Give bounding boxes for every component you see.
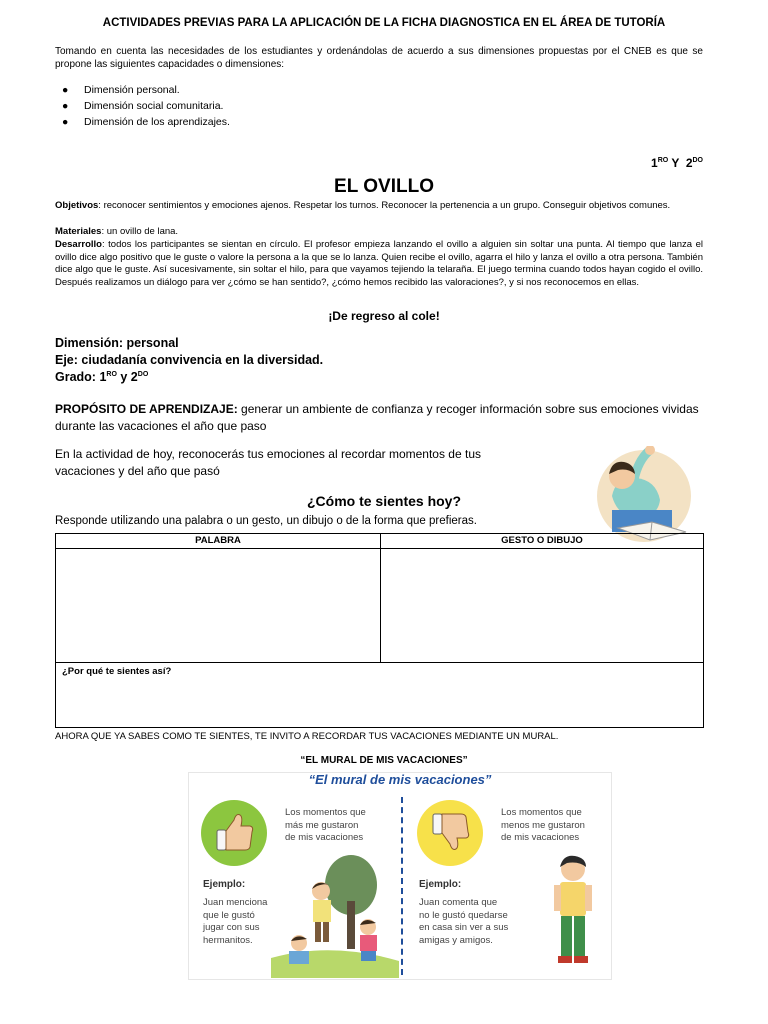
proposito-text: PROPÓSITO DE APRENDIZAJE: generar un ambiente de confianza y recoger información sobre sus emociones vividas durante las vacaciones el año que paso bbox=[55, 402, 699, 433]
left-caption: Los momentos que más me gustaron de mis vacaciones bbox=[285, 807, 366, 843]
activity-title: EL OVILLO bbox=[334, 176, 434, 197]
dimension-line: Dimensión: personal bbox=[55, 336, 179, 350]
desarrollo-text: Desarrollo: todos los participantes se sientan en círculo. El profesor empieza lanzando el ovillo a alguien sin soltar una punta. Al tiempo que lanza el ovillo dice algo positivo que le guste o valore la persona a la que se lo lanza. Quien recibe el ovillo, agarra el hilo y lanza el ovillo a otra persona. También dice algo que le guste. Así sucesivamente, sin soltar el hilo, para que vayamos tejiendo la telaraña. El juego termina cuando todos hayan cogido el ovillo. Después realizamos un diálogo para ver ¿cómo se han sentido?, ¿cómo hemos recibido las valoraciones?, y si nos reconocemos en ellas. bbox=[55, 239, 703, 288]
eje-line: Eje: ciudadanía convivencia en la diversidad. bbox=[55, 353, 324, 367]
thumbs-up-icon bbox=[201, 800, 267, 866]
sad-boy-illustration bbox=[541, 853, 605, 978]
thumbs-down-icon bbox=[417, 800, 483, 866]
header-title: ACTIVIDADES PREVIAS PARA LA APLICACIÓN DE LA FICHA DIAGNOSTICA EN EL ÁREA DE TUTORÍA bbox=[102, 17, 666, 29]
gesto-cell[interactable] bbox=[381, 549, 704, 663]
palabra-cell[interactable] bbox=[56, 549, 381, 663]
right-example-label: Ejemplo: bbox=[419, 879, 462, 890]
list-item: ● Dimensión personal. bbox=[62, 84, 180, 96]
objetivos-text: Objetivos: reconocer sentimientos y emociones ajenos. Respetar los turnos. Reconocer la pertenencia a un grupo. Conseguir objetivos comunes. bbox=[55, 200, 671, 211]
activity-line: En la actividad de hoy, reconocerás tus emociones al recordar momentos de tus vacaciones y del año que pasó bbox=[55, 447, 481, 478]
mural-title: “El mural de mis vacaciones” bbox=[308, 772, 492, 787]
response-table bbox=[55, 533, 704, 728]
mural-heading: “EL MURAL DE MIS VACACIONES” bbox=[300, 755, 468, 766]
col-gesto: GESTO O DIBUJO bbox=[381, 534, 704, 549]
respond-instruction: Responde utilizando una palabra o un gesto, un dibujo o de la forma que prefieras. bbox=[55, 515, 477, 527]
col-palabra: PALABRA bbox=[56, 534, 381, 549]
list-item: ● Dimensión social comunitaria. bbox=[62, 100, 224, 112]
list-item: ● Dimensión de los aprendizajes. bbox=[62, 116, 230, 128]
children-playing-illustration bbox=[271, 853, 399, 978]
materiales-text: Materiales: un ovillo de lana. bbox=[55, 226, 179, 237]
intro-text: Tomando en cuenta las necesidades de los estudiantes y ordenándolas de acuerdo a sus dimensiones propuestas por el CNEB es que se propone las siguientes capacidades o dimensiones: bbox=[55, 46, 703, 70]
right-example-text: Juan comenta que no le gustó quedarse en casa sin ver a sus amigas y amigos. bbox=[419, 897, 509, 946]
left-example-text: Juan menciona que le gustó jugar con sus hermanitos. bbox=[203, 897, 268, 946]
question-title: ¿Cómo te sientes hoy? bbox=[306, 493, 462, 509]
why-cell[interactable]: ¿Por qué te sientes así? bbox=[56, 663, 704, 728]
mural-illustration bbox=[188, 772, 612, 980]
left-example-label: Ejemplo: bbox=[203, 879, 246, 890]
ahora-instruction: AHORA QUE YA SABES COMO TE SIENTES, TE INVITO A RECORDAR TUS VACACIONES MEDIANTE UN MURAL. bbox=[55, 731, 559, 742]
grade-top: $1^{RO}$ Y $2^{DO}$ bbox=[651, 156, 703, 170]
grado-line: Grado: $1^{RO}$ y $2^{DO}$ bbox=[55, 370, 149, 384]
session-title: ¡De regreso al cole! bbox=[328, 309, 440, 323]
right-caption: Los momentos que menos me gustaron de mis vacaciones bbox=[501, 807, 585, 843]
dashed-divider bbox=[401, 797, 403, 975]
